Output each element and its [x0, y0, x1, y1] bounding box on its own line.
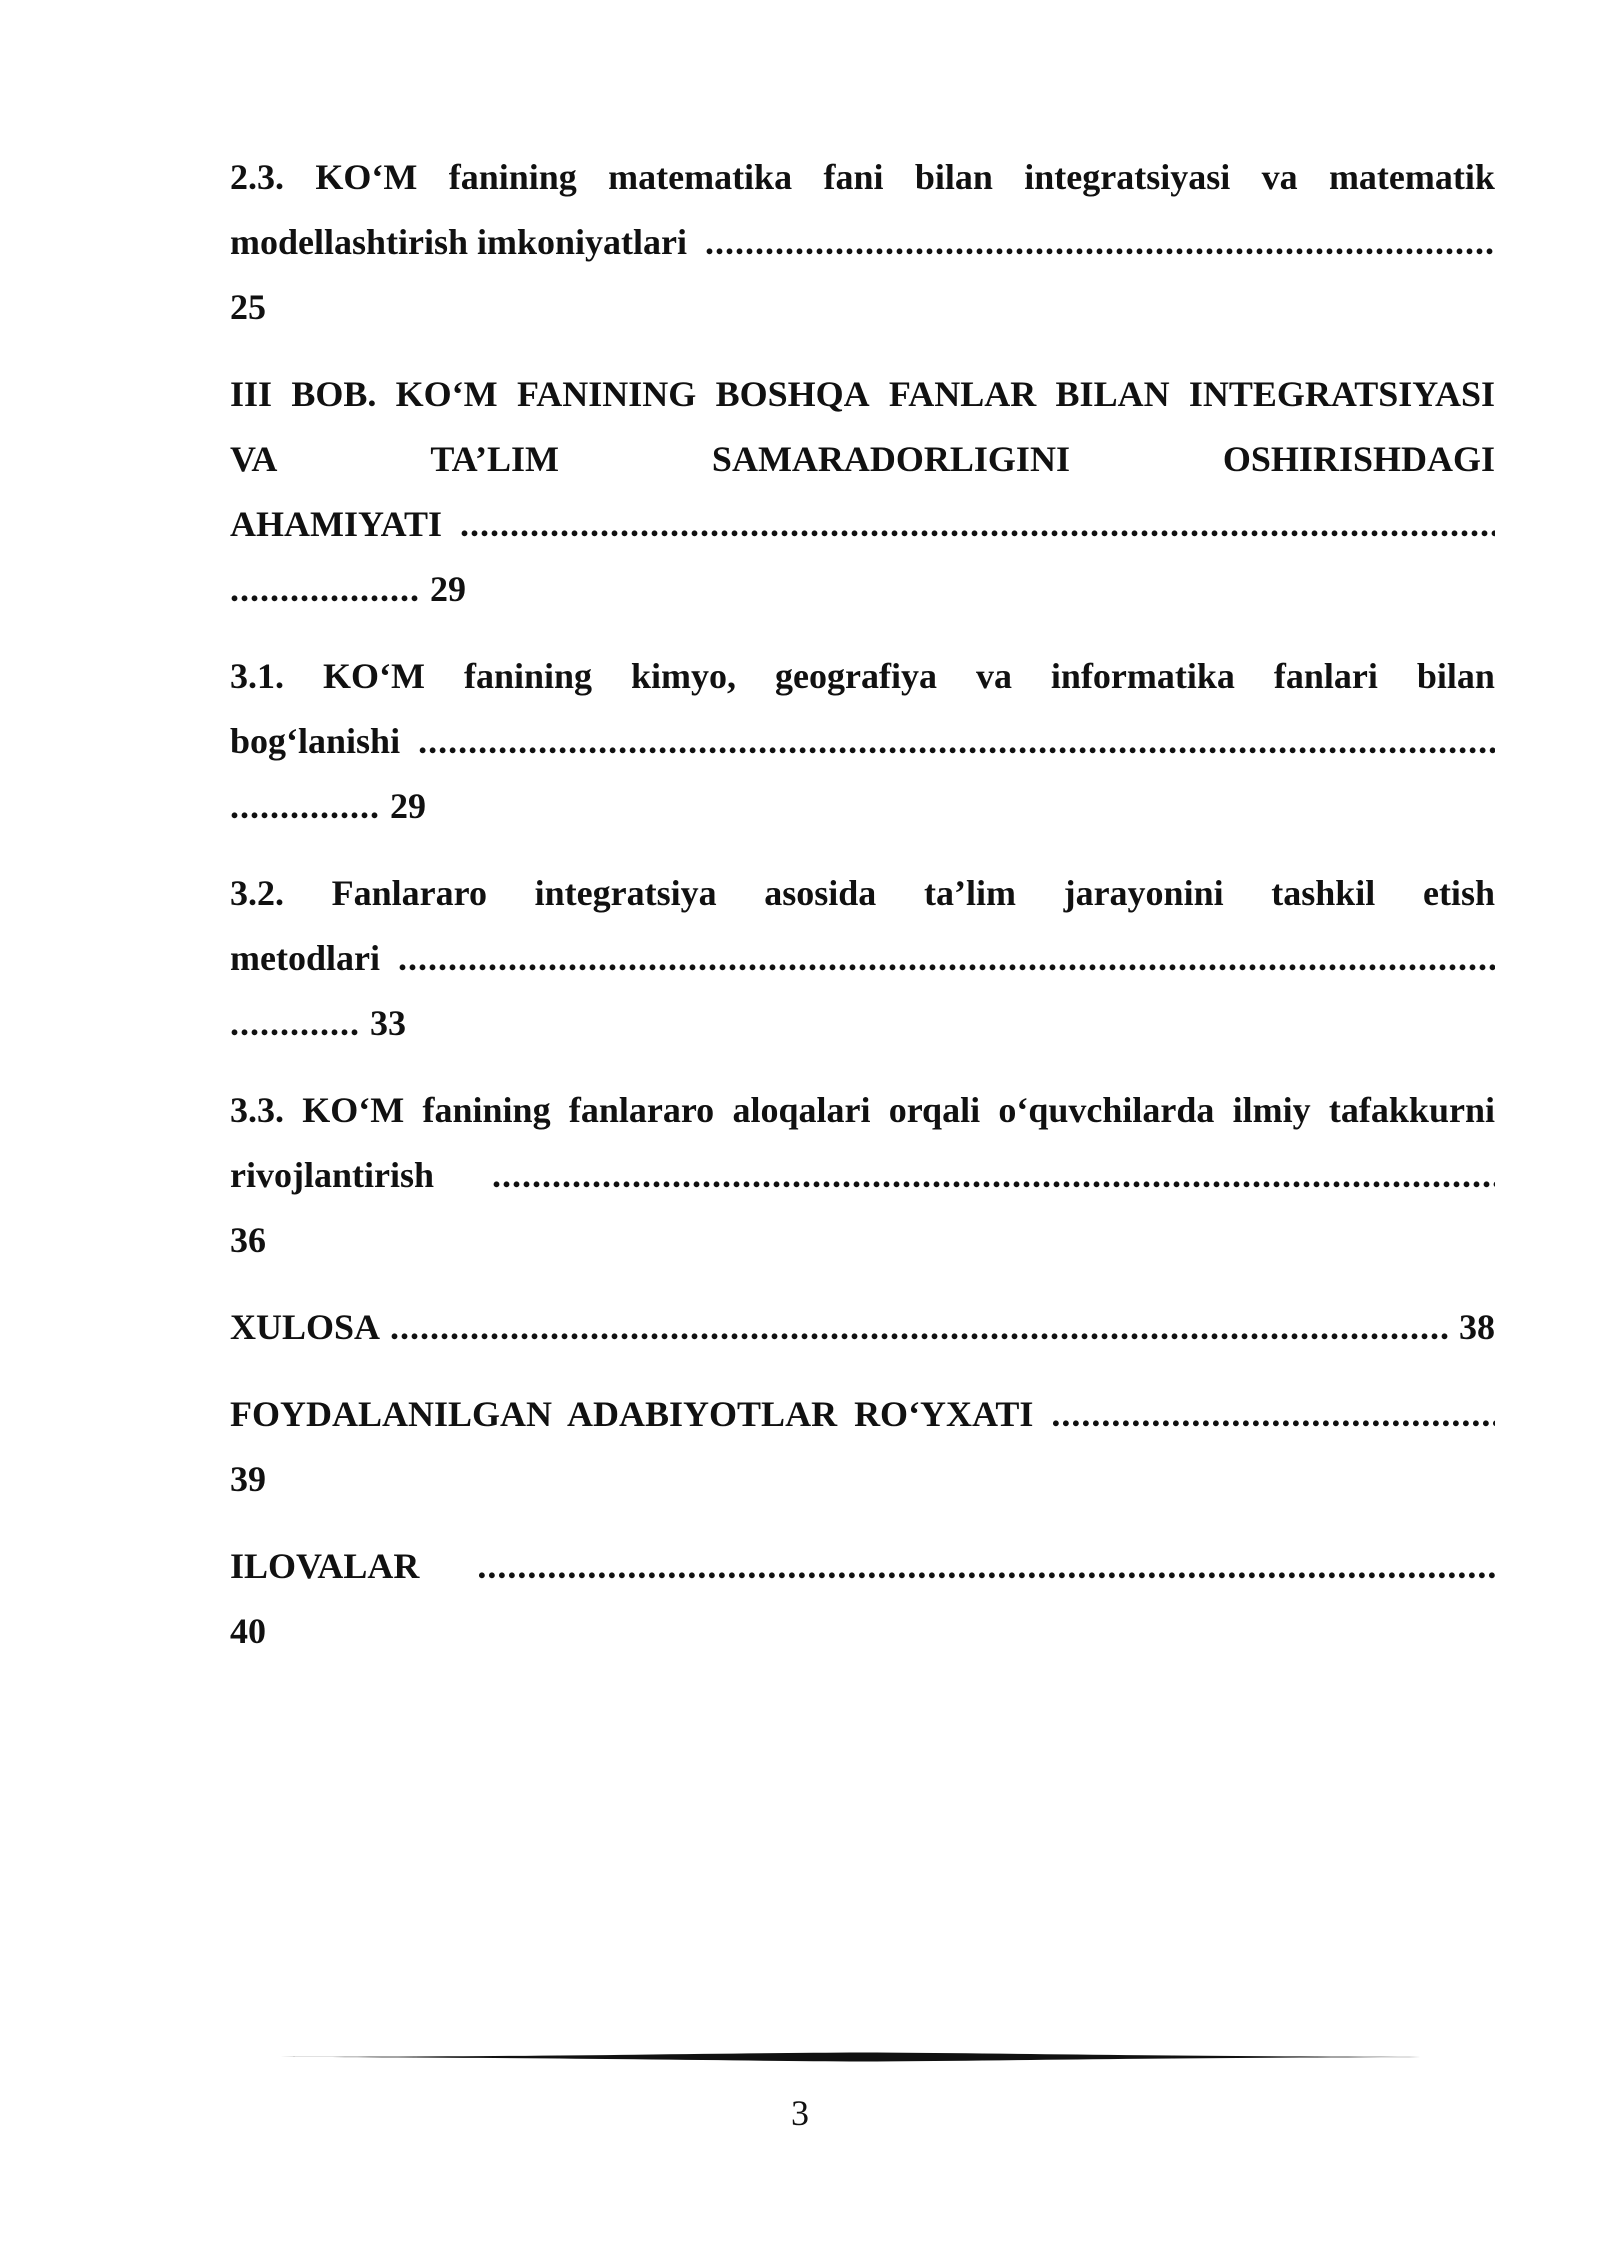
toc-entry-2-3 [230, 145, 1495, 340]
toc-entry-3-1 [230, 644, 1495, 839]
dot-leader [390, 1295, 1449, 1360]
page-number: 3 [791, 2093, 809, 2133]
toc-entry-text: FOYDALANILGAN ADABIYOTLAR RO‘YXATI [230, 1394, 1034, 1434]
toc-page-number: 33 [370, 1003, 406, 1043]
toc-line [230, 427, 1495, 492]
dot-leader [492, 1143, 1495, 1208]
toc-page-number: 29 [430, 569, 466, 609]
toc-page-number: 29 [390, 786, 426, 826]
toc-entry-text: 3.2. Fanlararo integratsiya asosida ta’lim jarayonini tashkil etish [230, 873, 1495, 913]
dot-leader [477, 1534, 1495, 1599]
toc-line [230, 145, 1495, 210]
toc-line [230, 926, 1495, 991]
toc-entry-xulosa [230, 1295, 1495, 1360]
toc-page-number: 40 [230, 1611, 266, 1651]
toc-line [230, 991, 1495, 1056]
toc-entry-chapter-3 [230, 362, 1495, 622]
toc-entry-text: rivojlantirish [230, 1155, 434, 1195]
toc-entry-text: metodlari [230, 938, 380, 978]
toc-entry-text: ILOVALAR [230, 1546, 420, 1586]
toc-entry-references [230, 1382, 1495, 1512]
toc-entry-text: AHAMIYATI [230, 504, 443, 544]
toc-line [230, 275, 1495, 340]
toc-line [230, 1447, 1495, 1512]
toc-entry-3-2 [230, 861, 1495, 1056]
dot-leader: ............... [230, 786, 380, 826]
dot-leader: ................... [230, 569, 420, 609]
toc-page-number: 38 [1459, 1307, 1495, 1347]
toc-line [230, 210, 1495, 275]
toc-entry-text: VA TA’LIM SAMARADORLIGINI OSHIRISHDAGI [230, 439, 1495, 479]
dot-leader [398, 926, 1495, 991]
toc-entry-text: modellashtirish imkoniyatlari [230, 222, 688, 262]
toc-page-number: 39 [230, 1459, 266, 1499]
toc-page-number: 25 [230, 287, 266, 327]
toc-line [230, 709, 1495, 774]
toc-line [230, 1599, 1495, 1664]
toc-entry-text: III BOB. KO‘M FANINING BOSHQA FANLAR BILAN INTEGRATSIYASI [230, 374, 1495, 414]
footer-divider [280, 2050, 1445, 2064]
toc-line [230, 1208, 1495, 1273]
dot-leader [418, 709, 1495, 774]
toc-page-number: 36 [230, 1220, 266, 1260]
toc-line [230, 1143, 1495, 1208]
toc-line [230, 861, 1495, 926]
toc-line [230, 644, 1495, 709]
dot-leader: ............. [230, 1003, 360, 1043]
toc-entry-text: 2.3. KO‘M fanining matematika fani bilan integratsiyasi va matematik [230, 157, 1495, 197]
toc-entry-text: 3.1. KO‘M fanining kimyo, geografiya va informatika fanlari bilan [230, 656, 1495, 696]
toc-line [230, 492, 1495, 557]
toc-line [230, 774, 1495, 839]
toc-line [230, 1534, 1495, 1599]
toc-entry-appendices [230, 1534, 1495, 1664]
toc-entry-text: 3.3. KO‘M fanining fanlararo aloqalari orqali o‘quvchilarda ilmiy tafakkurni [230, 1090, 1495, 1130]
dot-leader [705, 210, 1495, 275]
dot-leader [460, 492, 1495, 557]
toc-line [230, 1295, 1495, 1360]
toc-entry-text: bog‘lanishi [230, 721, 401, 761]
dot-leader [1051, 1382, 1495, 1447]
toc-line [230, 557, 1495, 622]
toc-entry-3-3 [230, 1078, 1495, 1273]
toc-line [230, 1382, 1495, 1447]
toc-entry-text: XULOSA [230, 1307, 381, 1347]
table-of-contents [230, 145, 1495, 1686]
toc-line [230, 362, 1495, 427]
toc-line [230, 1078, 1495, 1143]
